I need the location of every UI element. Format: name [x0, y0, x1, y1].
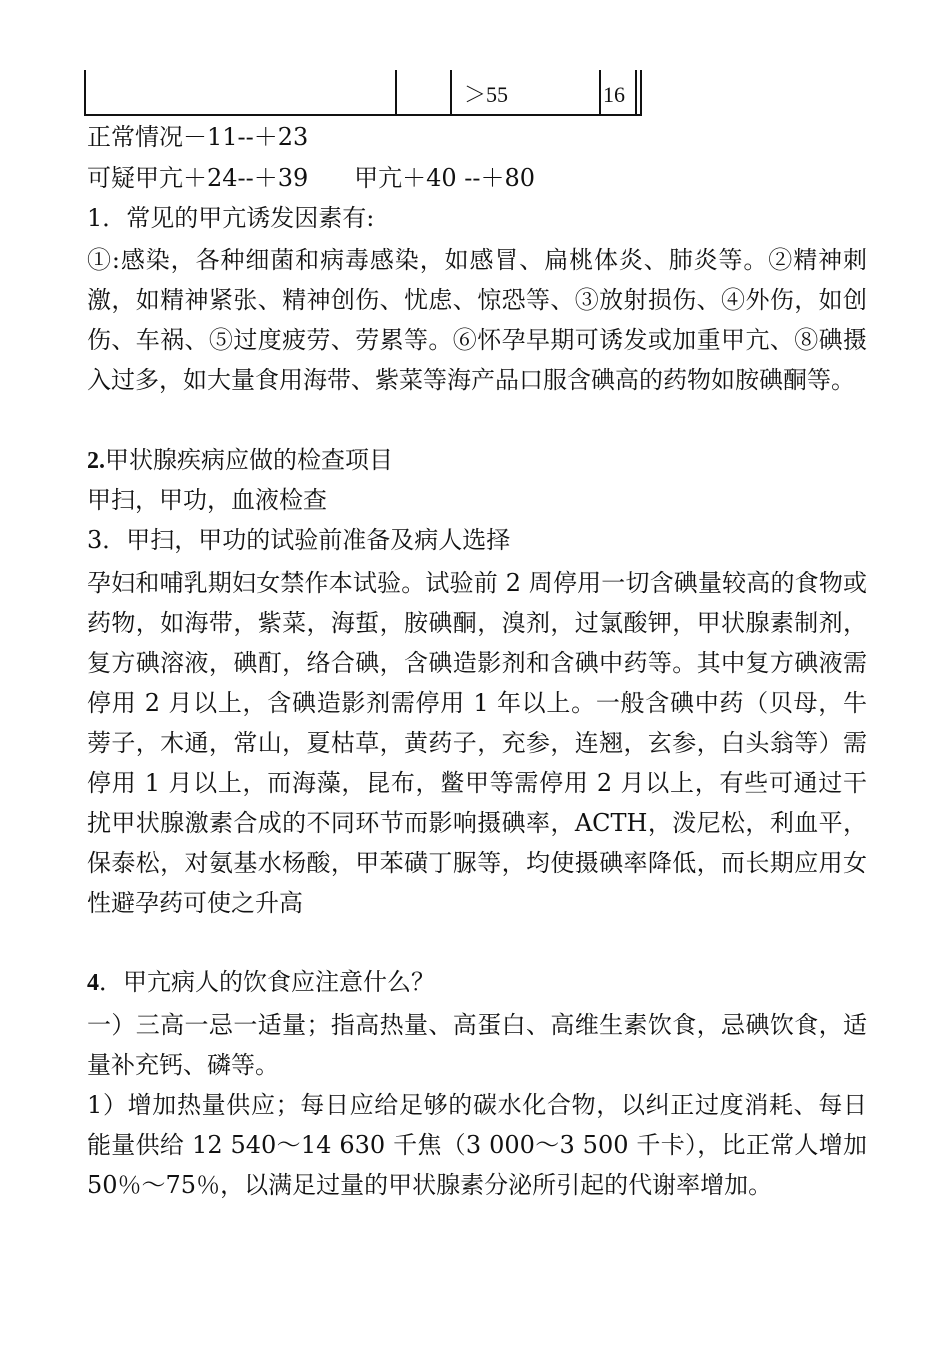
- heading-2-number: 2.: [87, 448, 105, 474]
- table-divider: [395, 70, 397, 116]
- section-heading-4: [87, 967, 435, 998]
- heading-2-text: 甲状腺疾病应做的检查项目: [105, 446, 393, 474]
- suspect-range-line: 可疑甲亢＋24--＋39 甲亢＋40 --＋80: [87, 164, 535, 192]
- paragraph-diet-principle: 一）三高一忌一适量；指高热量、高蛋白、高维生素饮食，忌碘饮食，适量补充钙、磷等。: [87, 1011, 867, 1079]
- paragraph-triggers: ①:感染，各种细菌和病毒感染，如感冒、扁桃体炎、肺炎等。②精神刺激，如精神紧张、精神创伤、忧虑、惊恐等、③放射损伤、④外伤，如创伤、车祸、⑤过度疲劳、劳累等。⑥怀孕早期可诱发或加重甲亢、⑧碘摄入过多，如大量食用海带、紫菜等海产品口服含碘高的药物如胺碘酮等。: [87, 246, 867, 394]
- table-border-left: [84, 70, 86, 116]
- heading-4-number: 4: [87, 970, 99, 996]
- table-bottom-border: [84, 114, 642, 116]
- table-divider: [450, 70, 452, 116]
- paragraph-calories: 1）增加热量供应；每日应给足够的碳水化合物，以纠正过度消耗、每日能量供给 12 540～14 630 千焦（3 000～3 500 千卡），比正常人增加 50％～75％，以满足过量的甲状腺素分泌所引起的代谢率增加。: [87, 1091, 867, 1199]
- table-cell-range: ＞55: [464, 82, 509, 107]
- heading-4-text: ．甲亢病人的饮食应注意什么？: [99, 968, 435, 996]
- table-border-right-double: [640, 70, 642, 116]
- paragraph-preparation: 孕妇和哺乳期妇女禁作本试验。试验前 2 周停用一切含碘量较高的食物或药物，如海带，紫菜，海蜇，胺碘酮，溴剂，过氯酸钾，甲状腺素制剂，复方碘溶液，碘酊，络合碘，含碘造影剂和含碘中药等。其中复方碘液需停用 2 月以上，含碘造影剂需停用 1 年以上。一般含碘中药（贝母，牛蒡子，木通，常山，夏枯草，黄药子，充参，连翘，玄参，白头翁等）需停用 1 月以上，而海藻，昆布，鳖甲等需停用 2 月以上，有些可通过干扰甲状腺激素合成的不同环节而影响摄碘率，ACTH，泼尼松，利血平，保泰松，对氨基水杨酸，甲苯磺丁脲等，均使摄碘率降低，而长期应用女性避孕药可使之升高: [87, 569, 867, 917]
- section-heading-3: 3．甲扫，甲功的试验前准备及病人选择: [87, 526, 511, 554]
- table-divider: [599, 70, 601, 116]
- section-heading-1: 1．常见的甲亢诱发因素有:: [87, 204, 375, 232]
- table-cell-value: 16: [603, 82, 625, 107]
- section-heading-2: [87, 445, 393, 476]
- normal-range-line: 正常情况－11--＋23: [87, 123, 309, 151]
- table-border-right: [635, 70, 637, 116]
- paragraph-exams: 甲扫，甲功，血液检查: [87, 486, 327, 514]
- table-fragment: [84, 70, 644, 116]
